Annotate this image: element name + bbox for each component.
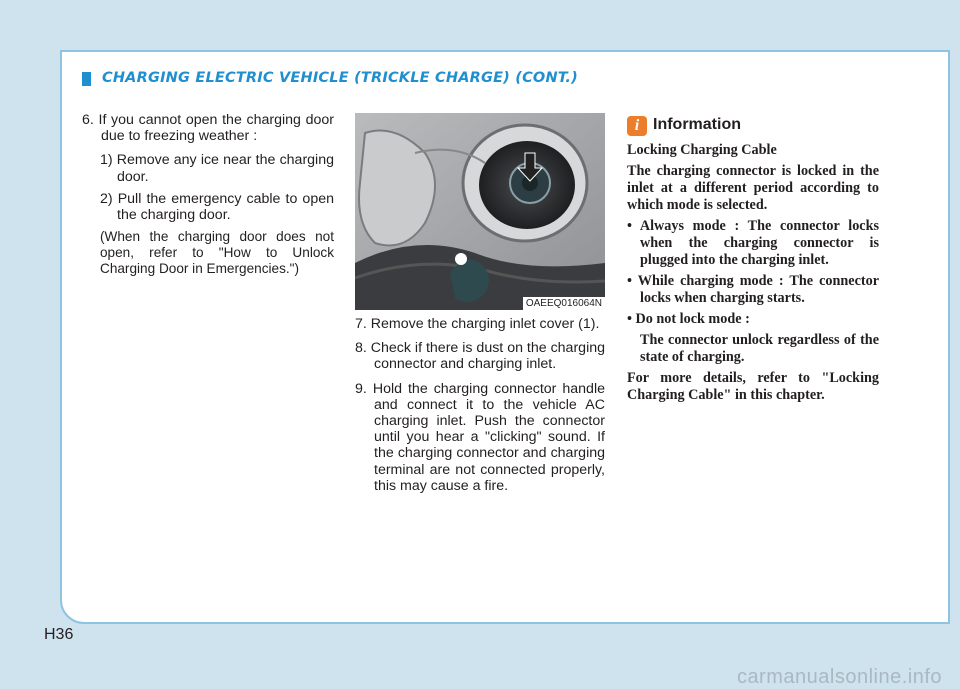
substep-2: 2) Pull the emergency cable to open the charging door. [100, 190, 334, 224]
section-title: CHARGING ELECTRIC VEHICLE (TRICKLE CHARGE) (CONT.) [102, 70, 578, 86]
substep-1: 1) Remove any ice near the charging door. [100, 152, 334, 185]
information-header [627, 116, 879, 138]
information-icon: i [627, 116, 647, 136]
header-accent-bar [82, 72, 91, 86]
step-9: 9. Hold the charging connector handle and connect it to the vehicle AC charging inlet. Push the connector until you hear a "clicking" sound. If the charging connector and charging terminal are not connected properly, this may cause a fire. [355, 380, 605, 494]
information-body [627, 142, 879, 404]
photo-code: OAEEQ016064N [523, 297, 605, 310]
bullet-do-not-lock-detail: The connector unlock regardless of the state of charging. [640, 332, 879, 365]
page-number: H36 [44, 626, 74, 643]
information-box [627, 116, 879, 408]
step-6: 6. If you cannot open the charging door due to freezing weather : [82, 112, 334, 145]
information-intro: The charging connector is locked in the inlet at a different period according to which mode is selected. [627, 163, 879, 213]
bullet-always-mode: • Always mode : The connector locks when the charging connector is plugged into the charging inlet. [627, 218, 879, 268]
section-header [82, 70, 950, 86]
information-outro: For more details, refer to "Locking Charging Cable" in this chapter. [627, 370, 879, 403]
column-middle [355, 316, 605, 502]
bullet-do-not-lock-mode: • Do not lock mode : [627, 311, 750, 327]
step-7: 7. Remove the charging inlet cover (1). [355, 316, 600, 332]
information-subtitle: Locking Charging Cable [627, 142, 777, 158]
step-8: 8. Check if there is dust on the charging connector and charging inlet. [355, 340, 605, 373]
bullet-while-charging-mode: • While charging mode : The connector locks when charging starts. [627, 273, 879, 306]
watermark: carmanualsonline.info [736, 666, 942, 688]
information-title: Information [653, 116, 741, 133]
charging-inlet-illustration [355, 113, 605, 310]
unlock-note: (When the charging door does not open, refer to "How to Unlock Charging Door in Emergencies.") [100, 229, 334, 277]
column-left [82, 112, 334, 277]
charging-inlet-photo [355, 113, 605, 310]
